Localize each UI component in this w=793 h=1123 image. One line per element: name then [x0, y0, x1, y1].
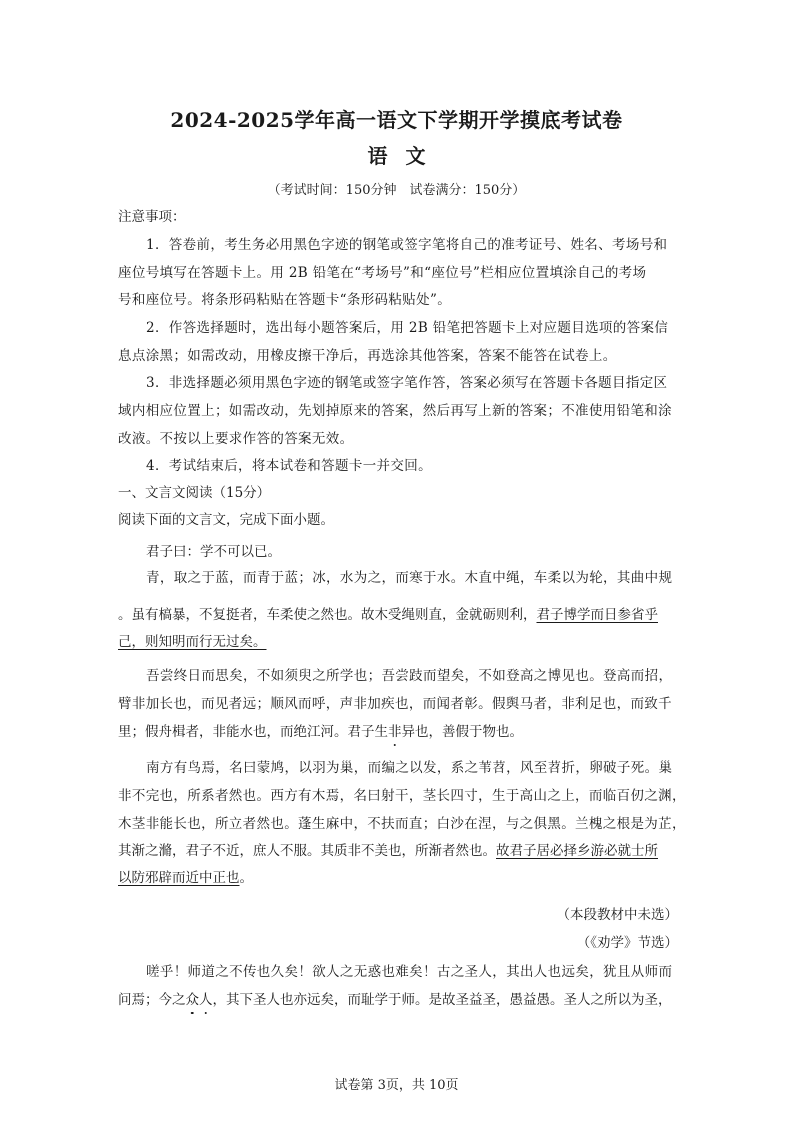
subject-title: 语文	[367, 144, 444, 168]
exam-info: （考试时间：150分钟 试卷满分：150分）	[267, 183, 526, 198]
page-footer: 试卷第 3页，共 10页	[334, 1078, 459, 1093]
passage-text: 。虽有槁暴，不复挺者，车柔使之然也。故木受绳则直，金就砺则利，	[118, 607, 537, 623]
passage-1-line-3	[118, 603, 658, 623]
source-note: （本段教材中未选）	[556, 907, 678, 923]
underlined-sentence: 以防邪辟而近中正也	[118, 870, 240, 886]
notes-heading: 注意事项：	[118, 209, 186, 225]
passage-1-opening: 君子曰：学不可以已。	[146, 544, 281, 560]
passage-1-para-3-line-5	[118, 866, 253, 886]
passage-text: 其渐之滫，君子不近，庶人不服。其质非不美也，所渐者然也。	[118, 843, 496, 859]
underlined-sentence: 己，则知明而行无过矣。	[118, 634, 267, 650]
source-citation: （《劝学》节选）	[576, 935, 678, 951]
passage-text: 异也，善假于物也。	[401, 724, 523, 740]
note-3-line-1: 3．非选择题必须用黑色字迹的钢笔或签字笔作答，答案必须写在答题卡各题目指定区	[146, 375, 668, 391]
note-2-line-2: 息点涂黑；如需改动，用橡皮擦干净后，再选涂其他答案，答案不能答在试卷上。	[118, 348, 617, 364]
note-3-line-3: 改液。不按以上要求作答的答案无效。	[118, 431, 354, 447]
passage-1-para-2-line-2: 臂非加长也，而见者远；顺风而呼，声非加疾也，而闻者彰。假舆马者，非利足也，而致千	[118, 696, 672, 712]
emphasized-char: 非	[388, 724, 402, 740]
passage-text: 。	[239, 870, 253, 886]
passage-1-para-3-line-3: 木茎非能长也，所立者然也。蓬生麻中，不扶而直；白沙在涅，与之俱黑。兰槐之根是为芷，	[118, 816, 686, 832]
passage-1-line-2: 青，取之于蓝，而青于蓝；冰，水为之，而寒于水。木直中绳，车柔以为轮，其曲中规	[146, 570, 673, 586]
note-1-line-1: 1．答卷前，考生务必用黑色字迹的钢笔或签字笔将自己的准考证号、姓名、考场号和	[146, 237, 668, 253]
passage-1-para-2-line-3	[118, 720, 523, 740]
passage-text: ，其下圣人也亦远矣，而耻学于师。是故圣益圣，愚益愚。圣人之所以为圣，	[212, 992, 672, 1008]
note-1-line-2: 座位号填写在答题卡上。用 2B 铅笔在“考场号”和“座位号”栏相应位置填涂自己的考场	[118, 265, 647, 281]
exam-title: 2024-2025学年高一语文下学期开学摸底考试卷	[170, 108, 623, 132]
note-1-line-3: 号和座位号。将条形码粘贴在答题卡“条形码粘贴处”。	[118, 292, 452, 308]
emphasized-char: 人	[199, 992, 213, 1008]
passage-1-line-4	[118, 630, 267, 650]
passage-text: 问焉；今之	[118, 992, 186, 1008]
note-4: 4．考试结束后，将本试卷和答题卡一并交回。	[146, 458, 432, 474]
passage-text: 里；假舟楫者，非能水也，而绝江河。君子生	[118, 724, 388, 740]
note-3-line-2: 域内相应位置上；如需改动，先划掉原来的答案，然后再写上新的答案；不准使用铅笔和涂	[118, 403, 672, 419]
passage-1-para-2-line-1: 吾尝终日而思矣，不如须臾之所学也；吾尝跂而望矣，不如登高之博见也。登高而招，	[146, 668, 673, 684]
passage-1-para-3-line-2: 非不完也，所系者然也。西方有木焉，名曰射干，茎长四寸，生于高山之上，而临百仞之渊，	[118, 788, 686, 804]
note-2-line-1: 2．作答选择题时，选出每小题答案后，用 2B 铅笔把答题卡上对应题目选项的答案信	[146, 320, 669, 336]
underlined-sentence: 君子博学而日参省乎	[536, 607, 658, 623]
section-heading: 一、文言文阅读（15分）	[118, 485, 271, 501]
underlined-sentence: 故君子居必择乡游必就士所	[496, 843, 658, 859]
emphasized-char: 众	[185, 992, 199, 1008]
passage-2-line-2	[118, 988, 672, 1008]
passage-2-line-1: 嗟乎！师道之不传也久矣！欲人之无惑也难矣！古之圣人，其出人也远矣，犹且从师而	[146, 964, 673, 980]
passage-1-para-3-line-4	[118, 839, 658, 859]
section-instruction: 阅读下面的文言文，完成下面小题。	[118, 512, 334, 528]
passage-1-para-3-line-1: 南方有鸟焉，名曰蒙鸠，以羽为巢，而编之以发，系之苇苕，风至苕折，卵破子死。巢	[146, 760, 673, 776]
